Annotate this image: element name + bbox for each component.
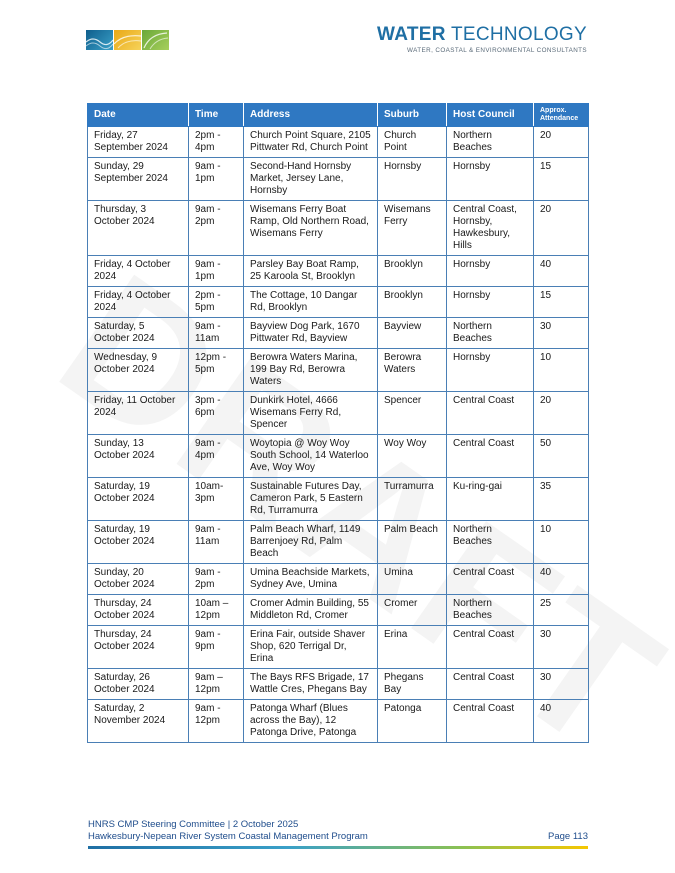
cell-time: 9am - 12pm bbox=[189, 700, 244, 743]
cell-suburb: Palm Beach bbox=[378, 521, 447, 564]
table-row bbox=[88, 392, 589, 435]
cell-attendance: 40 bbox=[534, 700, 589, 743]
cell-attendance: 25 bbox=[534, 595, 589, 626]
header-address: Address bbox=[244, 104, 378, 127]
cell-date: Saturday, 2 November 2024 bbox=[88, 700, 189, 743]
cell-date: Friday, 4 October 2024 bbox=[88, 256, 189, 287]
cell-address: Berowra Waters Marina, 199 Bay Rd, Berowra Waters bbox=[244, 349, 378, 392]
cell-date: Saturday, 19 October 2024 bbox=[88, 478, 189, 521]
cell-date: Friday, 11 October 2024 bbox=[88, 392, 189, 435]
cell-suburb: Patonga bbox=[378, 700, 447, 743]
cell-time: 2pm - 5pm bbox=[189, 287, 244, 318]
cell-time: 10am – 12pm bbox=[189, 595, 244, 626]
footer-committee-line: HNRS CMP Steering Committee | 2 October 2025 bbox=[88, 819, 299, 830]
cell-date: Sunday, 29 September 2024 bbox=[88, 158, 189, 201]
cell-date: Friday, 27 September 2024 bbox=[88, 127, 189, 158]
footer-gradient-bar bbox=[88, 846, 588, 849]
brand-name: WATER TECHNOLOGY bbox=[377, 24, 587, 45]
cell-address: Dunkirk Hotel, 4666 Wisemans Ferry Rd, Spencer bbox=[244, 392, 378, 435]
table-row bbox=[88, 700, 589, 743]
cell-time: 9am - 1pm bbox=[189, 158, 244, 201]
cell-time: 3pm - 6pm bbox=[189, 392, 244, 435]
cell-address: Patonga Wharf (Blues across the Bay), 12 Patonga Drive, Patonga bbox=[244, 700, 378, 743]
cell-address: Bayview Dog Park, 1670 Pittwater Rd, Bayview bbox=[244, 318, 378, 349]
table-row bbox=[88, 595, 589, 626]
cell-suburb: Turramurra bbox=[378, 478, 447, 521]
cell-suburb: Umina bbox=[378, 564, 447, 595]
cell-address: Sustainable Futures Day, Cameron Park, 5 Eastern Rd, Turramurra bbox=[244, 478, 378, 521]
cell-suburb: Brooklyn bbox=[378, 256, 447, 287]
cell-host-council: Northern Beaches bbox=[447, 595, 534, 626]
page-footer bbox=[88, 819, 588, 843]
cell-suburb: Wisemans Ferry bbox=[378, 201, 447, 256]
header-suburb: Suburb bbox=[378, 104, 447, 127]
cell-suburb: Church Point bbox=[378, 127, 447, 158]
cell-suburb: Phegans Bay bbox=[378, 669, 447, 700]
cell-date: Saturday, 26 October 2024 bbox=[88, 669, 189, 700]
logo-tiles bbox=[86, 30, 169, 50]
cell-date: Thursday, 24 October 2024 bbox=[88, 626, 189, 669]
footer-program-title: Hawkesbury-Nepean River System Coastal Management Program bbox=[88, 831, 368, 842]
table-row bbox=[88, 158, 589, 201]
logo-tile-environment bbox=[142, 30, 169, 50]
header-host-council: Host Council bbox=[447, 104, 534, 127]
cell-address: The Bays RFS Brigade, 17 Wattle Cres, Phegans Bay bbox=[244, 669, 378, 700]
table-row bbox=[88, 521, 589, 564]
cell-attendance: 50 bbox=[534, 435, 589, 478]
logo-tile-coast bbox=[114, 30, 141, 50]
cell-suburb: Hornsby bbox=[378, 158, 447, 201]
cell-suburb: Woy Woy bbox=[378, 435, 447, 478]
cell-address: Second-Hand Hornsby Market, Jersey Lane, Hornsby bbox=[244, 158, 378, 201]
cell-host-council: Central Coast bbox=[447, 392, 534, 435]
cell-time: 12pm - 5pm bbox=[189, 349, 244, 392]
cell-address: Wisemans Ferry Boat Ramp, Old Northern Road, Wisemans Ferry bbox=[244, 201, 378, 256]
cell-time: 9am - 9pm bbox=[189, 626, 244, 669]
brand-tagline: WATER, COASTAL & ENVIRONMENTAL CONSULTANTS bbox=[407, 47, 587, 54]
cell-attendance: 30 bbox=[534, 669, 589, 700]
consultation-schedule-table bbox=[87, 103, 589, 743]
table-row bbox=[88, 256, 589, 287]
cell-date: Wednesday, 9 October 2024 bbox=[88, 349, 189, 392]
cell-host-council: Ku-ring-gai bbox=[447, 478, 534, 521]
cell-date: Thursday, 3 October 2024 bbox=[88, 201, 189, 256]
cell-suburb: Bayview bbox=[378, 318, 447, 349]
cell-time: 2pm - 4pm bbox=[189, 127, 244, 158]
cell-address: Palm Beach Wharf, 1149 Barrenjoey Rd, Palm Beach bbox=[244, 521, 378, 564]
cell-host-council: Hornsby bbox=[447, 256, 534, 287]
cell-host-council: Central Coast, Hornsby, Hawkesbury, Hills bbox=[447, 201, 534, 256]
cell-address: Umina Beachside Markets, Sydney Ave, Umina bbox=[244, 564, 378, 595]
cell-host-council: Central Coast bbox=[447, 564, 534, 595]
cell-time: 9am - 2pm bbox=[189, 201, 244, 256]
logo-tile-water bbox=[86, 30, 113, 50]
cell-attendance: 40 bbox=[534, 564, 589, 595]
header-date: Date bbox=[88, 104, 189, 127]
cell-attendance: 40 bbox=[534, 256, 589, 287]
table-row bbox=[88, 127, 589, 158]
cell-attendance: 20 bbox=[534, 392, 589, 435]
cell-date: Saturday, 5 October 2024 bbox=[88, 318, 189, 349]
cell-attendance: 15 bbox=[534, 158, 589, 201]
header-attendance: Approx. Attendance bbox=[534, 104, 589, 127]
cell-attendance: 30 bbox=[534, 626, 589, 669]
cell-attendance: 15 bbox=[534, 287, 589, 318]
cell-date: Saturday, 19 October 2024 bbox=[88, 521, 189, 564]
cell-time: 9am – 12pm bbox=[189, 669, 244, 700]
cell-date: Friday, 4 October 2024 bbox=[88, 287, 189, 318]
cell-address: Church Point Square, 2105 Pittwater Rd, Church Point bbox=[244, 127, 378, 158]
cell-host-council: Hornsby bbox=[447, 287, 534, 318]
cell-address: Erina Fair, outside Shaver Shop, 620 Terrigal Dr, Erina bbox=[244, 626, 378, 669]
cell-time: 9am - 2pm bbox=[189, 564, 244, 595]
cell-date: Thursday, 24 October 2024 bbox=[88, 595, 189, 626]
cell-suburb: Cromer bbox=[378, 595, 447, 626]
table-row bbox=[88, 478, 589, 521]
cell-time: 9am - 11am bbox=[189, 521, 244, 564]
cell-attendance: 20 bbox=[534, 201, 589, 256]
table-row bbox=[88, 201, 589, 256]
cell-attendance: 20 bbox=[534, 127, 589, 158]
cell-attendance: 10 bbox=[534, 521, 589, 564]
cell-host-council: Hornsby bbox=[447, 158, 534, 201]
cell-date: Sunday, 20 October 2024 bbox=[88, 564, 189, 595]
cell-address: Woytopia @ Woy Woy South School, 14 Waterloo Ave, Woy Woy bbox=[244, 435, 378, 478]
cell-host-council: Central Coast bbox=[447, 700, 534, 743]
table-row bbox=[88, 626, 589, 669]
cell-host-council: Northern Beaches bbox=[447, 521, 534, 564]
footer-program-row bbox=[88, 831, 588, 843]
cell-suburb: Brooklyn bbox=[378, 287, 447, 318]
cell-address: The Cottage, 10 Dangar Rd, Brooklyn bbox=[244, 287, 378, 318]
brand-logo bbox=[377, 24, 587, 54]
table-header-row bbox=[88, 104, 589, 127]
cell-host-council: Central Coast bbox=[447, 435, 534, 478]
table-row bbox=[88, 435, 589, 478]
cell-time: 9am - 4pm bbox=[189, 435, 244, 478]
cell-address: Cromer Admin Building, 55 Middleton Rd, Cromer bbox=[244, 595, 378, 626]
header-time: Time bbox=[189, 104, 244, 127]
cell-date: Sunday, 13 October 2024 bbox=[88, 435, 189, 478]
cell-host-council: Central Coast bbox=[447, 669, 534, 700]
table-row bbox=[88, 349, 589, 392]
cell-address: Parsley Bay Boat Ramp, 25 Karoola St, Brooklyn bbox=[244, 256, 378, 287]
cell-host-council: Hornsby bbox=[447, 349, 534, 392]
cell-host-council: Northern Beaches bbox=[447, 127, 534, 158]
table-row bbox=[88, 318, 589, 349]
cell-suburb: Berowra Waters bbox=[378, 349, 447, 392]
page-number: Page 113 bbox=[548, 831, 588, 842]
cell-suburb: Spencer bbox=[378, 392, 447, 435]
cell-attendance: 30 bbox=[534, 318, 589, 349]
cell-host-council: Northern Beaches bbox=[447, 318, 534, 349]
cell-time: 9am - 1pm bbox=[189, 256, 244, 287]
table-row bbox=[88, 669, 589, 700]
table-row bbox=[88, 564, 589, 595]
cell-suburb: Erina bbox=[378, 626, 447, 669]
cell-time: 10am- 3pm bbox=[189, 478, 244, 521]
cell-host-council: Central Coast bbox=[447, 626, 534, 669]
table-row bbox=[88, 287, 589, 318]
cell-attendance: 35 bbox=[534, 478, 589, 521]
cell-time: 9am - 11am bbox=[189, 318, 244, 349]
cell-attendance: 10 bbox=[534, 349, 589, 392]
